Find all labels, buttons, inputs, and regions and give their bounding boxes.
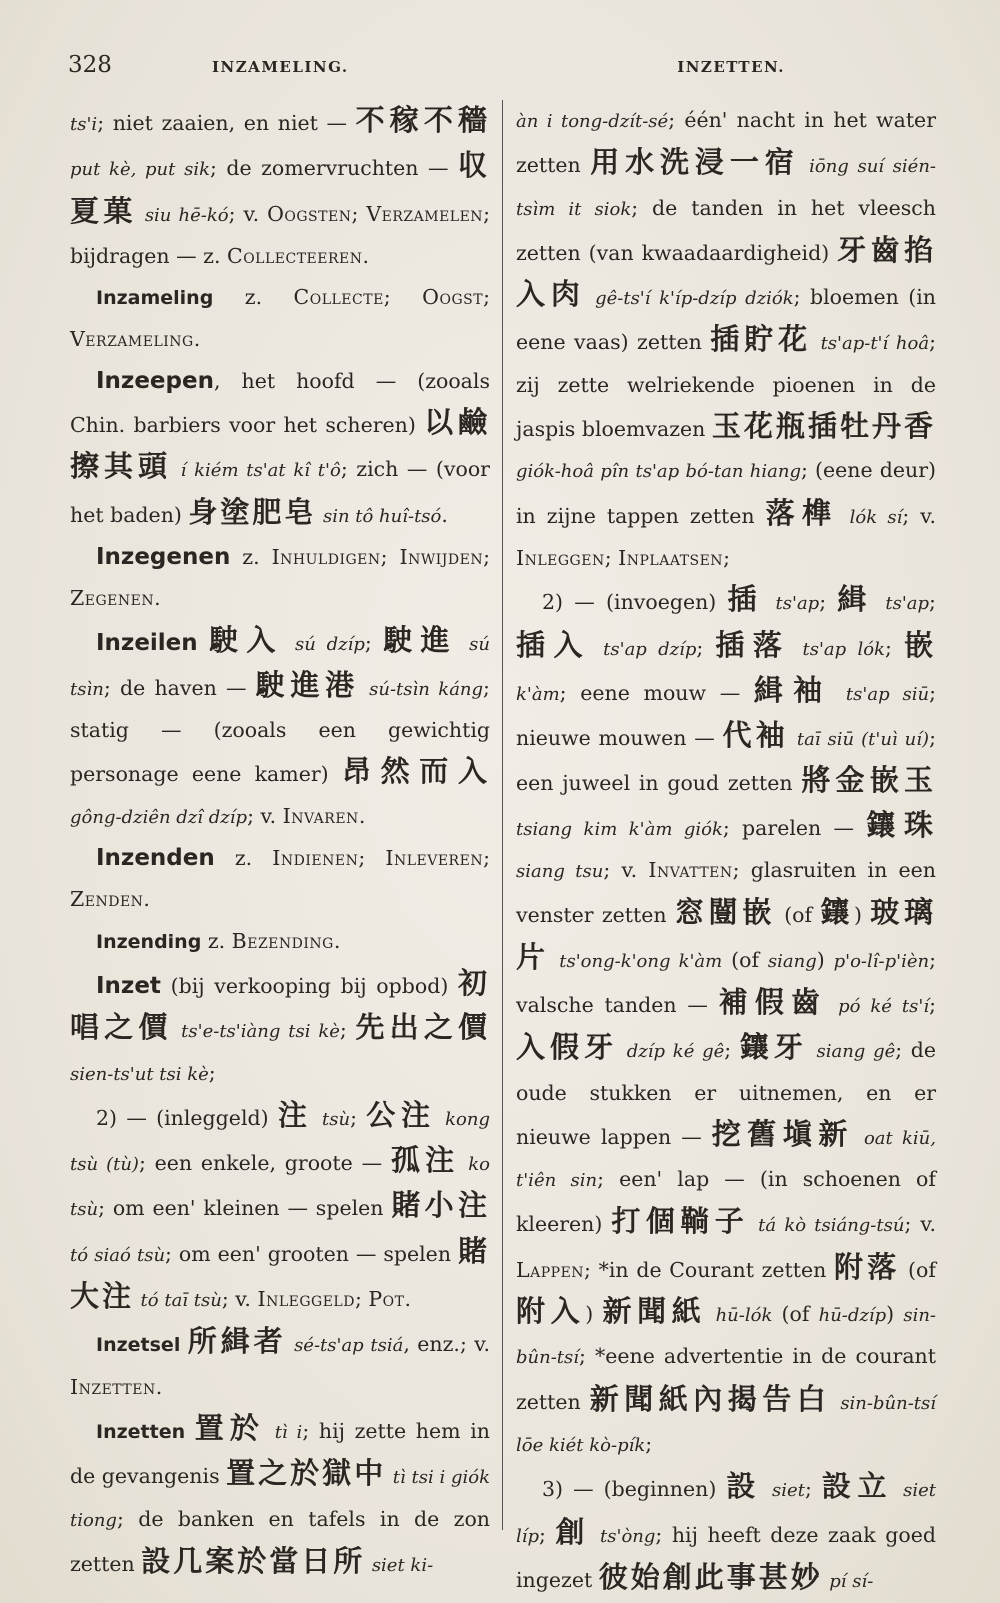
entry-text: ; [351,201,367,226]
romanization: sú dzíp [295,633,365,655]
entry-text: ; om een' grooten — spelen [165,1241,458,1266]
entry-text: ; [358,846,386,871]
chinese-characters: 落榫 [765,495,839,530]
chinese-characters: 鑲牙 [739,1030,808,1065]
romanization: sé-ts'ap tsiá [294,1335,404,1357]
entry-text: . [404,1287,412,1312]
entry-text: ; zich — (voor het baden) [70,457,490,527]
chinese-characters: 插落 [715,627,791,662]
romanization: ts'ap lók [802,638,885,660]
cross-reference: Lappen [516,1257,585,1282]
entry-text: ; [483,544,490,569]
entry-text [827,993,838,1017]
entry-text: (of [722,947,768,972]
entry-text: ; parelen — [722,815,867,840]
chinese-characters: 牙齒掐入肉 [516,232,936,312]
romanization: iōng suí sién-tsìm it siok [516,156,936,220]
chinese-characters: 設立 [821,1469,894,1504]
romanization: tsù [321,1108,351,1130]
dictionary-entry [70,1095,490,1321]
cross-reference: Inwijden [399,544,484,569]
entry-text: ; om een' kleinen — spelen [98,1196,392,1221]
chinese-characters: 先出之價 [355,1010,490,1045]
romanization: siet [772,1480,805,1502]
chinese-characters: 附落 [834,1249,901,1284]
chinese-characters: 緝 [837,582,875,617]
entry-text [800,153,809,177]
entry-text: 2) — (invoegen) [542,590,728,615]
entry-text: ; de banken en tafels in de zon zetten [70,1506,490,1576]
romanization: tá kò tsiáng-tsú [758,1215,905,1237]
entry-text: ; [723,545,730,570]
chinese-characters: 嵌 [903,627,936,662]
romanization: siang gê [816,1041,896,1063]
entry-text [790,636,802,660]
cross-reference: Inleggen [516,545,605,570]
entry-text: (bij verkooping bij opbod) [160,973,458,998]
chinese-characters: 賭小注 [391,1188,490,1223]
romanization: àn i tong-dzít-sé [516,111,669,132]
entry-text: ; [483,846,490,871]
romanization: put kè, put sik [70,159,210,181]
dictionary-entry [70,537,490,620]
entry-text: ; bloemen (in eene vaas) zetten [516,285,936,355]
entry-text: ; niet zaaien, en niet — [97,111,356,135]
entry-text: ; [339,1018,356,1043]
dictionary-entry [70,838,490,921]
entry-text: ; [354,1287,369,1312]
cross-reference: Verzamelen [366,201,484,226]
entry-text [591,636,603,660]
chinese-characters: 入假牙 [516,1030,619,1065]
chinese-characters: 駛入 [209,622,284,657]
chinese-characters: 附入 [516,1294,586,1329]
entry-text: ; [929,992,936,1017]
column-divider [502,100,503,1530]
entry-text: ; v. [221,1287,258,1312]
entry-text: ; nieuwe mouwen — [516,680,936,751]
entry-text: ; de haven — [103,675,256,700]
entry-text: . [358,803,366,828]
entry-text: ; bijdragen — z. [70,201,490,268]
left-column [70,100,490,1586]
entry-text: (of [775,903,821,928]
chinese-characters: 插貯花 [710,322,813,357]
entry-text [591,1523,601,1547]
dictionary-entry [70,1408,490,1586]
romanization: hū-dzíp [818,1305,887,1327]
entry-text: ; *eene advertentie in de courant zetten [516,1344,936,1414]
entry-text: ; (eene deur) in zijne tappen zetten [516,458,936,528]
entry-text: ; één' nacht in het water zetten [516,108,936,178]
chinese-characters: 玉花瓶插牡丹香 [711,409,936,444]
entry-text: ; *in de Courant zetten [584,1257,835,1282]
entry-text [762,1477,772,1501]
dictionary-entry [70,361,490,537]
entry-text [172,1018,181,1042]
headword: Inzetsel [96,1334,181,1357]
romanization: tó taī tsù [140,1290,222,1312]
headword: Inzenden [96,845,215,872]
romanization: ts'e-ts'iàng tsi kè [181,1021,340,1043]
chinese-characters: 以鹼擦其頭 [70,405,490,484]
chinese-characters: 初唱之價 [70,965,490,1045]
romanization: ts'ap-t'í hoâ [820,333,930,355]
chinese-characters: 駛進港 [255,667,360,702]
entry-text: ; [208,1060,216,1085]
romanization: hū-lók [715,1305,773,1327]
chinese-characters: 孤注 [390,1143,460,1178]
chinese-characters: 賭大注 [70,1233,491,1314]
cross-reference: Collecte [293,285,384,310]
chinese-characters: 用水洗浸一宿 [590,145,800,180]
cross-reference: Oogsten [267,201,352,226]
romanization: ts'ap [885,593,930,615]
chinese-characters: 設几案於當日所 [141,1543,366,1578]
entry-text: ; [724,1038,740,1063]
entry-text: ; de zomervruchten — [209,156,458,181]
romanization: siet ki- [371,1554,434,1576]
chinese-characters: 注 [277,1097,313,1132]
romanization: giók-hoâ pîn ts'ap bó-tan hiang [516,461,801,483]
entry-text [854,1125,864,1149]
entry-text [458,631,470,655]
dictionary-entry [516,1466,936,1602]
entry-text: ) [816,947,834,972]
entry-text [550,948,559,972]
headword: Inzet [96,972,161,999]
entry-text [313,1106,322,1130]
romanization: k'àm [516,683,560,705]
romanization: siang tsu [516,861,604,883]
chinese-characters: 収夏菓 [70,148,490,228]
cross-reference: Invatten [648,858,733,883]
entry-text: ; valsche tanden — [516,947,937,1017]
cross-reference: Indienen [272,846,359,871]
entry-text: ; statig — (zooals een gewichtig personage eene kamer) [70,675,490,787]
entry-text [893,1477,903,1501]
cross-reference: Zenden [70,887,144,912]
cross-reference: Inzetten [70,1374,156,1399]
cross-reference: Pot [368,1287,405,1312]
chinese-characters: 緝袖 [753,672,833,707]
cross-reference: Bezending [231,928,334,953]
entry-text: ) [854,903,871,928]
romanization: gông-dziên dzî dzíp [70,806,248,828]
entry-text: ; een enkele, groote — [138,1151,391,1176]
entry-text: ; v. [247,803,283,828]
romanization: pí sí- [829,1570,874,1592]
chinese-characters: 補假齒 [718,984,828,1019]
dictionary-entry [516,100,936,579]
page-number: 328 [68,52,112,78]
entry-text: ; de oude stukken er uitnemen, en er nieuwe lappen — [516,1038,936,1149]
entry-text [874,590,885,614]
entry-text [789,726,797,750]
chinese-characters: 打個鞝子 [611,1204,750,1239]
chinese-characters: 所緝者 [187,1324,287,1359]
romanization: lók sí [849,506,903,528]
romanization: siet líp [516,1480,936,1547]
romanization: dzíp ké gê [626,1041,725,1063]
dictionary-entry [516,579,936,1466]
entry-text: ; [819,590,838,615]
entry-text: ; hij heeft deze zaak goed ingezet [516,1522,936,1592]
chinese-characters: 創 [555,1514,591,1549]
cross-reference: Oogst [422,285,484,310]
romanization: ts'ap dzíp [603,638,697,660]
entry-text: ; [884,635,904,660]
entry-text: ; [380,544,400,569]
headword: Inzeepen [96,367,214,394]
entry-text [185,1419,195,1443]
romanization: tsiang kim k'àm giók [516,818,723,840]
entry-text: ; v. [902,503,936,528]
romanization: ts'òng [600,1525,656,1547]
chinese-characters: 插入 [516,627,592,662]
entry-text: ; v. [228,201,268,226]
romanization: í kiém ts'at kî t'ô [180,460,341,482]
romanization: tì i [274,1421,303,1443]
romanization: tó siaó tsù [70,1244,166,1266]
page-header [60,48,950,88]
entry-text: z. [201,928,232,953]
entry-text: . [143,887,150,912]
entry-text: . [362,243,370,268]
entry-text: ) [585,1302,603,1327]
dictionary-entry [70,963,490,1095]
chinese-characters: 身塗肥皂 [188,494,317,529]
entry-text [198,631,210,655]
entry-text: ; [350,1105,367,1130]
entry-text [265,1419,275,1443]
chinese-characters: 置之於獄中 [226,1456,387,1491]
entry-text: z. [230,544,272,569]
entry-text [586,285,595,309]
entry-text: ; een juweel in goud zetten [516,726,936,796]
entry-text: . [193,327,201,352]
headword: Inzegenen [96,543,231,570]
entry-text [706,1302,715,1326]
entry-text: ; [383,285,423,310]
entry-text [287,1332,294,1356]
chinese-characters: 新聞紙內揭告白 [589,1381,832,1416]
romanization: gê-ts'í k'íp-dzíp dziók [595,288,794,310]
chinese-characters: 不稼不穡 [355,103,490,137]
entry-text: ; zij zette welriekende pioenen in de jaspis bloemvazen [516,330,936,442]
entry-text: z. [213,285,294,310]
entry-text [812,330,820,354]
cross-reference: Collecteeren [227,243,363,268]
chinese-characters: 窓闓嵌 [674,895,776,930]
chinese-characters: 挖舊塡新 [711,1116,854,1151]
entry-text: (of [772,1302,819,1327]
entry-text: ; de tanden in het vleesch zetten (van kwaadaardigheid) [516,195,936,265]
right-column [516,100,936,1602]
entry-text: ; [645,1431,653,1456]
entry-text [360,676,369,700]
cross-reference: Inleveren [385,846,484,871]
entry-text: . [333,928,341,953]
entry-text [831,1390,840,1414]
entry-text: ; [604,545,619,570]
dictionary-entry [70,1321,490,1408]
entry-text: ; glasruiten in een venster zetten [516,858,936,928]
entry-text: ; [929,590,936,615]
romanization: kong tsù (tù) [70,1108,490,1176]
chinese-characters: 置於 [194,1410,266,1445]
dictionary-entry [70,620,490,838]
cross-reference: Inleggeld [257,1287,355,1312]
headword: Inzameling [96,287,214,310]
entry-text: . [441,502,448,527]
romanization: sin tô huî-tsó [322,505,442,527]
romanization: sin-bûn-tsí [516,1305,937,1369]
entry-text: ) [886,1302,904,1327]
entry-text [137,202,145,226]
chinese-characters: 設 [726,1469,762,1504]
entry-text [459,1151,468,1175]
cross-reference: Invaren [282,803,359,828]
chinese-characters: 鑲珠 [866,807,936,842]
chinese-characters: 昂然而入 [341,754,490,789]
romanization: sú-tsìn káng [369,678,484,700]
entry-text: ; hij zette hem in de gevangenis [70,1418,490,1489]
dictionary-entry [70,921,490,963]
romanization: ts'ap [775,593,820,615]
right-running-head: INZETTEN. [677,58,785,76]
entry-text: 2) — (inleggeld) [96,1105,278,1130]
entry-text: , enz.; v. [403,1332,490,1357]
romanization: pó ké ts'í [838,995,930,1017]
romanization: siang [767,950,817,972]
chinese-characters: 駛進 [383,622,458,657]
chinese-characters: 鑲 [820,895,855,930]
romanization: ko tsù [70,1154,490,1221]
entry-text: ; [696,635,716,660]
entry-text [283,631,295,655]
entry-text: ; eene mouw — [559,680,754,705]
entry-text [764,590,775,614]
romanization: taī siū (t'uì uí) [796,729,930,751]
dictionary-entry [70,100,490,277]
entry-text [180,1332,187,1356]
headword: Inzeilen [96,629,198,656]
entry-text: ; [539,1522,556,1547]
chinese-characters: 新聞紙 [602,1294,707,1329]
chinese-characters: 代袖 [722,718,790,753]
headword: Inzending [96,930,202,953]
romanization: p'o-lî-p'ièn [833,950,930,972]
chinese-characters: 插 [727,582,765,617]
cross-reference: Inplaatsen [618,545,724,570]
entry-text: (of [900,1257,936,1282]
entry-text: ; een' lap — (in schoenen of kleeren) [516,1167,936,1237]
entry-text [839,504,850,528]
entry-text: ; [364,630,384,655]
romanization: sien-ts'ut tsi kè [70,1063,209,1085]
romanization: siu hē-kó [144,204,229,226]
cross-reference: Zegenen [70,586,155,611]
romanization: ts'ong-k'ong k'àm [559,950,723,972]
entry-text: , het hoofd — (zooals Chin. barbiers voor het scheren) [70,368,490,438]
entry-text [618,1038,627,1062]
entry-text: ; v. [904,1212,937,1237]
chinese-characters: 公注 [366,1097,436,1132]
entry-text: 3) — (beginnen) [542,1477,727,1502]
entry-text: z. [214,846,273,871]
romanization: oat kiū, t'iên sin [516,1127,936,1192]
dictionary-entry [70,277,490,361]
cross-reference: Inhuldigen [271,544,381,569]
entry-text [749,1212,758,1236]
romanization: sin-bûn-tsí lōe kiét kò-pík [516,1392,936,1456]
entry-text: ; v. [603,858,649,883]
entry-text: ; [483,285,490,310]
entry-text: ; [804,1477,822,1502]
chinese-characters: 將金嵌玉 [801,763,936,798]
romanization: tì tsi i giók tiong [70,1467,490,1531]
headword: Inzetten [96,1420,186,1443]
chinese-characters: 彼始創此事甚妙 [598,1559,823,1594]
cross-reference: Verzameling [70,327,194,352]
entry-text [436,1106,445,1130]
romanization: ts'ap siū [845,683,930,705]
entry-text: . [155,1374,163,1399]
entry-text [172,457,181,481]
entry-text: . [154,586,161,611]
romanization: ts'i [70,114,98,135]
chinese-characters: 玻璃片 [516,895,936,974]
left-running-head: INZAMELING. [212,58,349,76]
entry-text [832,681,846,705]
romanization: sú tsìn [70,633,490,700]
